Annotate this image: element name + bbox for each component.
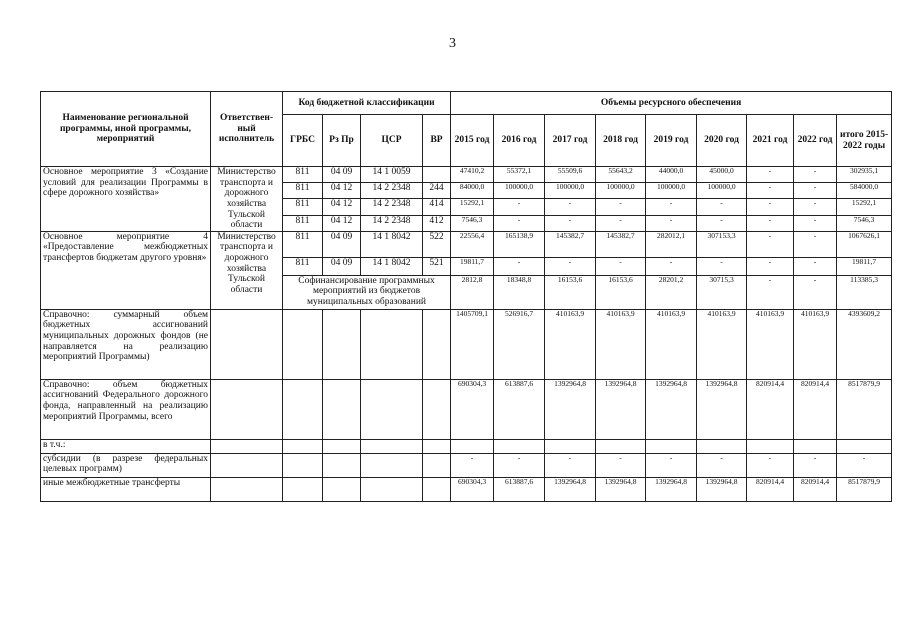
grbs-cell (283, 477, 323, 501)
rzpr-cell (323, 439, 361, 453)
header-volumes-group: Объемы ресурсного обеспечения (451, 92, 892, 115)
value-cell: - (545, 199, 596, 215)
value-cell: 410163,9 (545, 309, 596, 379)
header-csr: ЦСР (361, 115, 423, 167)
value-cell: 44000,0 (646, 167, 697, 183)
header-name: Наименование региональной программы, иной программы, мероприятий (41, 92, 211, 167)
value-cell: 1392964,8 (596, 477, 646, 501)
value-cell: - (747, 167, 794, 183)
row-name: Справочно: объем бюджетных ассигнований Федерального дорожного фонда, направленный на реализацию мероприятий Программы, всего (41, 379, 211, 439)
value-cell: 30715,3 (697, 275, 747, 309)
csr-cell: 14 1 8042 (361, 257, 423, 275)
value-cell (794, 439, 837, 453)
value-total: 8517879,9 (837, 477, 892, 501)
header-year: 2017 год (545, 115, 596, 167)
value-cell: 55372,1 (494, 167, 545, 183)
value-cell: - (697, 199, 747, 215)
value-cell: 16153,6 (545, 275, 596, 309)
grbs-cell: 811 (283, 167, 323, 183)
value-cell (747, 439, 794, 453)
reference-row (41, 379, 892, 439)
value-cell: - (794, 453, 837, 477)
rzpr-cell: 04 09 (323, 257, 361, 275)
table-row (41, 167, 892, 183)
value-cell: - (494, 453, 545, 477)
value-cell: 820914,4 (794, 477, 837, 501)
value-cell: - (596, 257, 646, 275)
header-year-total: итого 2015-2022 годы (837, 115, 892, 167)
csr-cell (361, 477, 423, 501)
value-cell: - (596, 215, 646, 231)
csr-cell: 14 2 2348 (361, 183, 423, 199)
grbs-cell (283, 309, 323, 379)
grbs-cell (283, 453, 323, 477)
value-cell: 100000,0 (494, 183, 545, 199)
value-cell: 1392964,8 (697, 477, 747, 501)
subsidies-row (41, 453, 892, 477)
value-cell: - (747, 275, 794, 309)
value-cell: - (747, 453, 794, 477)
value-cell: 1392964,8 (545, 379, 596, 439)
vr-cell (423, 477, 451, 501)
value-cell: 47410,2 (451, 167, 494, 183)
header-grbs: ГРБС (283, 115, 323, 167)
value-cell: - (747, 183, 794, 199)
executor-cell (211, 453, 283, 477)
value-cell: - (494, 215, 545, 231)
value-total: 584000,0 (837, 183, 892, 199)
rzpr-cell: 04 12 (323, 199, 361, 215)
executor-cell (211, 309, 283, 379)
value-cell: 282012,1 (646, 231, 697, 257)
value-cell: 690304,3 (451, 379, 494, 439)
value-cell: 820914,4 (747, 379, 794, 439)
header-year: 2020 год (697, 115, 747, 167)
rzpr-cell (323, 309, 361, 379)
value-total: 7546,3 (837, 215, 892, 231)
value-total: 113385,3 (837, 275, 892, 309)
value-cell: 613887,6 (494, 379, 545, 439)
csr-cell: 14 2 2348 (361, 215, 423, 231)
vr-cell: 244 (423, 183, 451, 199)
value-cell: 19811,7 (451, 257, 494, 275)
value-cell: - (794, 167, 837, 183)
value-cell: 100000,0 (596, 183, 646, 199)
value-cell: - (646, 199, 697, 215)
value-cell: - (794, 199, 837, 215)
value-cell (596, 439, 646, 453)
header-vr: ВР (423, 115, 451, 167)
value-cell: 145382,7 (596, 231, 646, 257)
rzpr-cell: 04 09 (323, 231, 361, 257)
including-row (41, 439, 892, 453)
value-cell: 307153,3 (697, 231, 747, 257)
value-cell: 145382,7 (545, 231, 596, 257)
header-executor: Ответствен-ный исполнитель (211, 92, 283, 167)
grbs-cell (283, 439, 323, 453)
value-cell: 1392964,8 (545, 477, 596, 501)
vr-cell: 412 (423, 215, 451, 231)
value-cell: - (451, 453, 494, 477)
page-number: 3 (449, 36, 456, 51)
value-cell: 100000,0 (646, 183, 697, 199)
value-cell: - (794, 275, 837, 309)
vr-cell: 522 (423, 231, 451, 257)
value-cell: 100000,0 (697, 183, 747, 199)
activity-name: Основное мероприятие 4 «Предоставление межбюджетных трансфертов бюджетам другого уровня» (41, 231, 211, 309)
value-cell: 1392964,8 (646, 477, 697, 501)
value-cell: 28201,2 (646, 275, 697, 309)
value-cell: 22556,4 (451, 231, 494, 257)
value-cell: 1405709,1 (451, 309, 494, 379)
activity-name: Основное мероприятие 3 «Создание условий для реализации Программы в сфере дорожного хозяйства» (41, 167, 211, 232)
row-name: в т.ч.: (41, 439, 211, 453)
value-cell: - (794, 183, 837, 199)
row-name: субсидии (в разрезе федеральных целевых программ) (41, 453, 211, 477)
table-row (41, 231, 892, 257)
value-cell: - (794, 257, 837, 275)
value-cell: - (646, 453, 697, 477)
transfers-row (41, 477, 892, 501)
vr-cell (423, 167, 451, 183)
value-cell: 45000,0 (697, 167, 747, 183)
csr-cell: 14 2 2348 (361, 199, 423, 215)
value-cell: - (646, 257, 697, 275)
value-cell: - (596, 453, 646, 477)
csr-cell (361, 439, 423, 453)
value-cell: 165138,9 (494, 231, 545, 257)
value-total: 4393609,2 (837, 309, 892, 379)
value-total: 15292,1 (837, 199, 892, 215)
reference-row (41, 309, 892, 379)
value-cell (697, 439, 747, 453)
value-cell: 526916,7 (494, 309, 545, 379)
grbs-cell (283, 379, 323, 439)
value-total: 8517879,9 (837, 379, 892, 439)
vr-cell: 414 (423, 199, 451, 215)
value-cell: 410163,9 (596, 309, 646, 379)
value-total: 1067626,1 (837, 231, 892, 257)
executor-cell (211, 477, 283, 501)
value-total: 302935,1 (837, 167, 892, 183)
value-cell: - (545, 453, 596, 477)
cofinancing-label: Софинансирование программных мероприятий из бюджетов муниципальных образований (283, 275, 451, 309)
value-cell: 15292,1 (451, 199, 494, 215)
grbs-cell: 811 (283, 231, 323, 257)
value-cell: - (747, 257, 794, 275)
csr-cell: 14 1 0059 (361, 167, 423, 183)
value-cell: 7546,3 (451, 215, 494, 231)
csr-cell: 14 1 8042 (361, 231, 423, 257)
row-name: иные межбюджетные трансферты (41, 477, 211, 501)
value-cell: 410163,9 (747, 309, 794, 379)
value-cell: - (545, 257, 596, 275)
header-year: 2021 год (747, 115, 794, 167)
value-cell: - (545, 215, 596, 231)
value-cell (451, 439, 494, 453)
value-cell: 1392964,8 (596, 379, 646, 439)
value-cell: - (697, 257, 747, 275)
header-rzpr: Рз Пр (323, 115, 361, 167)
csr-cell (361, 309, 423, 379)
grbs-cell: 811 (283, 199, 323, 215)
rzpr-cell (323, 453, 361, 477)
value-total: - (837, 453, 892, 477)
header-code-group: Код бюджетной классификации (283, 92, 451, 115)
executor-name: Министерство транспорта и дорожного хозяйства Тульской области (211, 231, 283, 309)
rzpr-cell (323, 379, 361, 439)
value-cell: - (646, 215, 697, 231)
value-cell: - (794, 215, 837, 231)
value-cell: 690304,3 (451, 477, 494, 501)
value-cell: - (747, 215, 794, 231)
value-cell: - (494, 257, 545, 275)
value-cell: 18348,8 (494, 275, 545, 309)
value-cell: 410163,9 (697, 309, 747, 379)
executor-cell (211, 379, 283, 439)
value-total: 19811,7 (837, 257, 892, 275)
value-cell: 410163,9 (794, 309, 837, 379)
vr-cell (423, 439, 451, 453)
header-year: 2016 год (494, 115, 545, 167)
value-cell: 820914,4 (794, 379, 837, 439)
rzpr-cell: 04 12 (323, 183, 361, 199)
vr-cell (423, 379, 451, 439)
csr-cell (361, 453, 423, 477)
value-cell: 2812,8 (451, 275, 494, 309)
header-year: 2018 год (596, 115, 646, 167)
value-cell: 410163,9 (646, 309, 697, 379)
header-year: 2019 год (646, 115, 697, 167)
value-cell (646, 439, 697, 453)
value-cell: 84000,0 (451, 183, 494, 199)
resource-table (40, 91, 892, 502)
header-year: 2015 год (451, 115, 494, 167)
vr-cell: 521 (423, 257, 451, 275)
grbs-cell: 811 (283, 183, 323, 199)
value-cell: - (494, 199, 545, 215)
executor-name: Министерство транспорта и дорожного хозяйства Тульской области (211, 167, 283, 232)
value-cell: 100000,0 (545, 183, 596, 199)
executor-cell (211, 439, 283, 453)
value-cell (494, 439, 545, 453)
value-cell (837, 439, 892, 453)
value-cell: 820914,4 (747, 477, 794, 501)
rzpr-cell: 04 09 (323, 167, 361, 183)
value-cell: - (747, 231, 794, 257)
value-cell (545, 439, 596, 453)
value-cell: 16153,6 (596, 275, 646, 309)
grbs-cell: 811 (283, 215, 323, 231)
grbs-cell: 811 (283, 257, 323, 275)
value-cell: - (596, 199, 646, 215)
value-cell: 1392964,8 (697, 379, 747, 439)
value-cell: - (747, 199, 794, 215)
csr-cell (361, 379, 423, 439)
rzpr-cell: 04 12 (323, 215, 361, 231)
value-cell: 55643,2 (596, 167, 646, 183)
value-cell: 1392964,8 (646, 379, 697, 439)
rzpr-cell (323, 477, 361, 501)
value-cell: - (697, 453, 747, 477)
value-cell: - (697, 215, 747, 231)
value-cell: 55509,6 (545, 167, 596, 183)
row-name: Справочно: суммарный объем бюджетных ассигнований муниципальных дорожных фондов (не направляется на реализацию мероприятий Программы) (41, 309, 211, 379)
value-cell: 613887,6 (494, 477, 545, 501)
vr-cell (423, 453, 451, 477)
vr-cell (423, 309, 451, 379)
header-year: 2022 год (794, 115, 837, 167)
value-cell: - (794, 231, 837, 257)
